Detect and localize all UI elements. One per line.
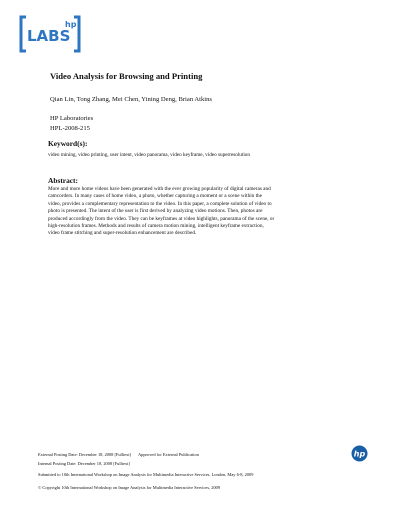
- hp-logo-icon: [351, 445, 368, 462]
- submission-note: Submitted to 10th International Workshop on Image Analysis for Multimedia Interactive Services, London, May 6-8, 2009: [38, 472, 254, 477]
- abstract-line: produced accordingly from the video. They can be keyframes at video highlights, panorama of the scene, or: [48, 215, 275, 222]
- abstract-line: video frame stitching and super-resolution enhancement are described.: [48, 230, 197, 237]
- internal-posting-date: Internal Posting Date: December 18, 2008 [Fulltext]: [38, 461, 130, 466]
- lab-name: HP Laboratories: [50, 115, 94, 122]
- paper-title: Video Analysis for Browsing and Printing: [50, 71, 203, 81]
- logo-superscript: hp: [65, 20, 77, 29]
- hp-logo-text: hp: [353, 449, 366, 459]
- labs-hp-logo: [18, 15, 82, 53]
- abstract-line: camcorders. In many cases of home video, a photo, whether capturing a moment or a scene within the: [48, 193, 263, 200]
- abstract-line: photo is presented. The intent of the user is first derived by analyzing video motions. Then, photos are: [48, 208, 263, 215]
- approval-note: Approved for External Publication: [138, 452, 199, 457]
- abstract-body: [48, 186, 366, 238]
- abstract-line: video, provides a complementary representation to the video. In this paper, a complete solution of video to: [48, 200, 272, 207]
- abstract-line: More and more home videos have been generated with the ever growing popularity of digital cameras and: [48, 186, 271, 192]
- report-number: HPL-2008-215: [50, 125, 90, 132]
- authors: Qian Lin, Tong Zhang, Mei Chen, Yining Deng, Brian Atkins: [50, 96, 212, 103]
- abstract-heading: Abstract:: [48, 176, 78, 185]
- copyright-note: © Copyright 10th International Workshop on Image Analysis for Multimedia Interactive Services, 2009: [38, 485, 221, 490]
- keywords-heading: Keyword(s):: [48, 139, 88, 148]
- abstract-line: high-resolution frames. Methods and results of camera motion mining, intelligent keyframe extraction,: [48, 223, 264, 230]
- keywords-text: video mining, video printing, user intent, video panorama, video keyframe, video superresolution: [48, 152, 250, 158]
- logo-text: LABS: [27, 27, 71, 45]
- external-posting-date: External Posting Date: December 18, 2008 [Fulltext]: [38, 452, 132, 457]
